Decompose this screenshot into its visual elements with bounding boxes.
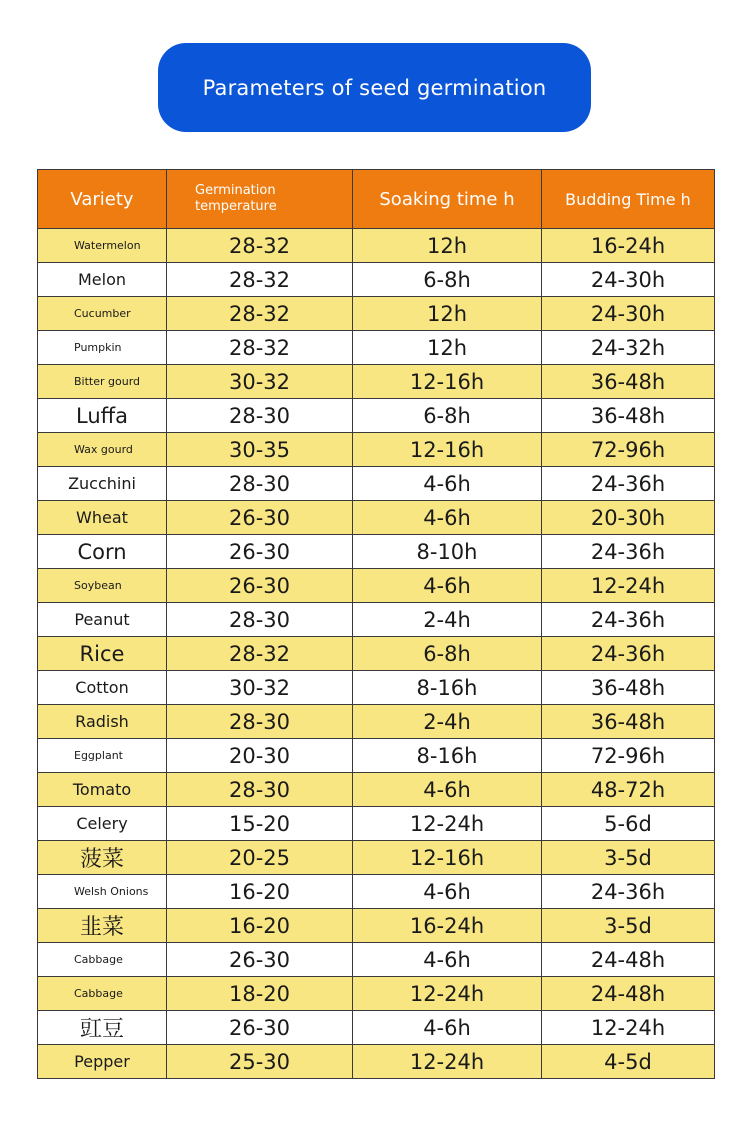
budding-cell: 24-30h bbox=[542, 263, 715, 297]
soaking-cell: 6-8h bbox=[353, 263, 542, 297]
temperature-cell: 28-32 bbox=[167, 229, 353, 263]
variety-cell: 韭菜 bbox=[38, 909, 167, 943]
budding-cell: 24-48h bbox=[542, 943, 715, 977]
table-row bbox=[38, 705, 715, 739]
variety-cell: Cabbage bbox=[38, 977, 167, 1011]
temperature-cell: 30-32 bbox=[167, 671, 353, 705]
soaking-cell: 2-4h bbox=[353, 705, 542, 739]
soaking-cell: 8-10h bbox=[353, 535, 542, 569]
header-soaking: Soaking time h bbox=[353, 170, 542, 229]
soaking-cell: 4-6h bbox=[353, 1011, 542, 1045]
temperature-cell: 28-30 bbox=[167, 603, 353, 637]
temperature-cell: 16-20 bbox=[167, 875, 353, 909]
variety-cell: Wax gourd bbox=[38, 433, 167, 467]
budding-cell: 16-24h bbox=[542, 229, 715, 263]
page-title: Parameters of seed germination bbox=[158, 43, 591, 132]
budding-cell: 24-36h bbox=[542, 637, 715, 671]
soaking-cell: 12-24h bbox=[353, 977, 542, 1011]
soaking-cell: 2-4h bbox=[353, 603, 542, 637]
table-row bbox=[38, 467, 715, 501]
table-row bbox=[38, 399, 715, 433]
table-row bbox=[38, 807, 715, 841]
variety-cell: Celery bbox=[38, 807, 167, 841]
temperature-cell: 26-30 bbox=[167, 943, 353, 977]
variety-cell: Zucchini bbox=[38, 467, 167, 501]
soaking-cell: 12-16h bbox=[353, 365, 542, 399]
table-row bbox=[38, 773, 715, 807]
soaking-cell: 4-6h bbox=[353, 569, 542, 603]
table-row bbox=[38, 1011, 715, 1045]
budding-cell: 3-5d bbox=[542, 909, 715, 943]
variety-cell: Cucumber bbox=[38, 297, 167, 331]
soaking-cell: 12h bbox=[353, 331, 542, 365]
temperature-cell: 28-32 bbox=[167, 331, 353, 365]
soaking-cell: 12-24h bbox=[353, 807, 542, 841]
variety-cell: Radish bbox=[38, 705, 167, 739]
table-row bbox=[38, 637, 715, 671]
budding-cell: 72-96h bbox=[542, 739, 715, 773]
soaking-cell: 12-16h bbox=[353, 433, 542, 467]
temperature-cell: 15-20 bbox=[167, 807, 353, 841]
temperature-cell: 28-30 bbox=[167, 467, 353, 501]
table-row bbox=[38, 603, 715, 637]
temperature-cell: 30-35 bbox=[167, 433, 353, 467]
temperature-cell: 26-30 bbox=[167, 501, 353, 535]
variety-cell: Peanut bbox=[38, 603, 167, 637]
variety-cell: Eggplant bbox=[38, 739, 167, 773]
budding-cell: 12-24h bbox=[542, 569, 715, 603]
variety-cell: Cabbage bbox=[38, 943, 167, 977]
temperature-cell: 28-32 bbox=[167, 263, 353, 297]
table-row bbox=[38, 569, 715, 603]
budding-cell: 5-6d bbox=[542, 807, 715, 841]
table-row bbox=[38, 841, 715, 875]
header-temperature: Germination temperature bbox=[167, 170, 353, 229]
soaking-cell: 4-6h bbox=[353, 501, 542, 535]
table-row bbox=[38, 297, 715, 331]
header-budding: Budding Time h bbox=[542, 170, 715, 229]
variety-cell: Tomato bbox=[38, 773, 167, 807]
temperature-cell: 26-30 bbox=[167, 569, 353, 603]
soaking-cell: 4-6h bbox=[353, 773, 542, 807]
header-variety: Variety bbox=[38, 170, 167, 229]
soaking-cell: 8-16h bbox=[353, 739, 542, 773]
variety-cell: Wheat bbox=[38, 501, 167, 535]
budding-cell: 36-48h bbox=[542, 671, 715, 705]
soaking-cell: 4-6h bbox=[353, 467, 542, 501]
budding-cell: 20-30h bbox=[542, 501, 715, 535]
variety-cell: Cotton bbox=[38, 671, 167, 705]
temperature-cell: 25-30 bbox=[167, 1045, 353, 1079]
temperature-cell: 18-20 bbox=[167, 977, 353, 1011]
variety-cell: Melon bbox=[38, 263, 167, 297]
variety-cell: Soybean bbox=[38, 569, 167, 603]
table-row bbox=[38, 263, 715, 297]
soaking-cell: 6-8h bbox=[353, 399, 542, 433]
soaking-cell: 12h bbox=[353, 297, 542, 331]
table-row bbox=[38, 977, 715, 1011]
table-row bbox=[38, 1045, 715, 1079]
temperature-cell: 30-32 bbox=[167, 365, 353, 399]
budding-cell: 24-30h bbox=[542, 297, 715, 331]
soaking-cell: 6-8h bbox=[353, 637, 542, 671]
soaking-cell: 4-6h bbox=[353, 943, 542, 977]
variety-cell: Welsh Onions bbox=[38, 875, 167, 909]
budding-cell: 24-36h bbox=[542, 535, 715, 569]
budding-cell: 12-24h bbox=[542, 1011, 715, 1045]
table-row bbox=[38, 943, 715, 977]
budding-cell: 72-96h bbox=[542, 433, 715, 467]
table-row bbox=[38, 671, 715, 705]
variety-cell: Pepper bbox=[38, 1045, 167, 1079]
budding-cell: 3-5d bbox=[542, 841, 715, 875]
soaking-cell: 4-6h bbox=[353, 875, 542, 909]
table-row bbox=[38, 365, 715, 399]
variety-cell: Pumpkin bbox=[38, 331, 167, 365]
temperature-cell: 28-32 bbox=[167, 637, 353, 671]
temperature-cell: 28-30 bbox=[167, 773, 353, 807]
budding-cell: 24-36h bbox=[542, 603, 715, 637]
variety-cell: Rice bbox=[38, 637, 167, 671]
budding-cell: 4-5d bbox=[542, 1045, 715, 1079]
budding-cell: 36-48h bbox=[542, 705, 715, 739]
table-row bbox=[38, 229, 715, 263]
variety-cell: Watermelon bbox=[38, 229, 167, 263]
table-row bbox=[38, 909, 715, 943]
temperature-cell: 28-32 bbox=[167, 297, 353, 331]
variety-cell: Corn bbox=[38, 535, 167, 569]
table-row bbox=[38, 331, 715, 365]
variety-cell: Bitter gourd bbox=[38, 365, 167, 399]
header-row bbox=[38, 170, 715, 229]
soaking-cell: 8-16h bbox=[353, 671, 542, 705]
temperature-cell: 28-30 bbox=[167, 705, 353, 739]
budding-cell: 24-32h bbox=[542, 331, 715, 365]
temperature-cell: 28-30 bbox=[167, 399, 353, 433]
germination-table bbox=[37, 169, 715, 1079]
budding-cell: 48-72h bbox=[542, 773, 715, 807]
budding-cell: 24-48h bbox=[542, 977, 715, 1011]
budding-cell: 36-48h bbox=[542, 399, 715, 433]
temperature-cell: 26-30 bbox=[167, 1011, 353, 1045]
variety-cell: 豇豆 bbox=[38, 1011, 167, 1045]
soaking-cell: 16-24h bbox=[353, 909, 542, 943]
table-row bbox=[38, 739, 715, 773]
budding-cell: 24-36h bbox=[542, 875, 715, 909]
budding-cell: 24-36h bbox=[542, 467, 715, 501]
temperature-cell: 26-30 bbox=[167, 535, 353, 569]
soaking-cell: 12h bbox=[353, 229, 542, 263]
variety-cell: 菠菜 bbox=[38, 841, 167, 875]
temperature-cell: 16-20 bbox=[167, 909, 353, 943]
table-row bbox=[38, 875, 715, 909]
soaking-cell: 12-16h bbox=[353, 841, 542, 875]
table-row bbox=[38, 433, 715, 467]
soaking-cell: 12-24h bbox=[353, 1045, 542, 1079]
budding-cell: 36-48h bbox=[542, 365, 715, 399]
temperature-cell: 20-30 bbox=[167, 739, 353, 773]
variety-cell: Luffa bbox=[38, 399, 167, 433]
table-row bbox=[38, 535, 715, 569]
temperature-cell: 20-25 bbox=[167, 841, 353, 875]
table-row bbox=[38, 501, 715, 535]
